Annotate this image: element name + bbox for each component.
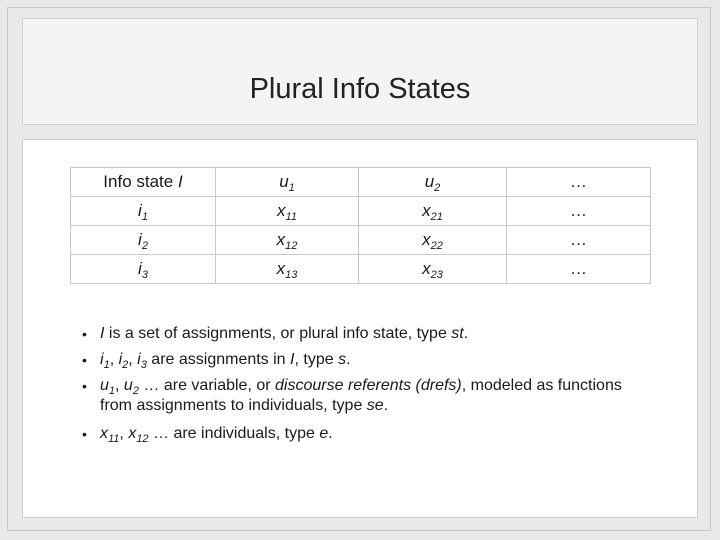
subscript: 1 [288, 182, 295, 194]
subscript: 2 [132, 385, 139, 397]
subscript: 1 [141, 211, 148, 223]
subscript: 12 [136, 433, 149, 445]
bullet-list [82, 324, 642, 450]
separator: , [119, 425, 129, 442]
var: I [290, 351, 295, 368]
subscript: 3 [140, 359, 147, 371]
subscript: 11 [108, 433, 120, 445]
header-cell-u2 [359, 168, 507, 197]
var: I [100, 325, 105, 342]
var: x [276, 230, 286, 249]
var: u [100, 377, 109, 394]
info-state-table [70, 167, 651, 284]
bullet-dot: • [82, 352, 87, 368]
subscript: 1 [103, 359, 110, 371]
bullet-text: , modeled as functions from assignments to individuals, type [100, 377, 622, 414]
var: i [138, 259, 142, 278]
type-label: e [319, 425, 329, 442]
subscript: 2 [122, 359, 129, 371]
table-header-row [71, 168, 651, 197]
bullet-end: . [383, 397, 389, 414]
var: x [128, 425, 137, 442]
subscript: 13 [285, 269, 298, 281]
table-cell [359, 197, 507, 226]
subscript: 12 [285, 240, 298, 252]
table-cell [71, 226, 216, 255]
separator: , [115, 377, 124, 394]
emphasis-text: discourse referents (drefs) [275, 377, 462, 394]
table-cell [216, 226, 359, 255]
subscript: 23 [430, 269, 443, 281]
bullet-text: , type [294, 351, 339, 368]
list-item [82, 324, 642, 344]
var: x [422, 201, 431, 220]
var: u [279, 172, 289, 191]
bullet-end: . [328, 425, 333, 442]
list-item [82, 350, 642, 370]
subscript: 1 [108, 385, 116, 397]
bullet-text: … are individuals, type [148, 425, 320, 442]
var: i [137, 351, 141, 368]
bullet-text: is a set of assignments, or plural info state, type [104, 325, 452, 342]
table-cell: … [507, 197, 651, 226]
table-cell [71, 197, 216, 226]
table-row [71, 255, 651, 284]
var: i [138, 201, 142, 220]
bullet-text: … are variable, or [138, 377, 276, 394]
var: u [424, 172, 435, 191]
type-label: se [366, 397, 384, 414]
var: x [100, 425, 108, 442]
table-cell [359, 226, 507, 255]
var: i [138, 230, 142, 249]
header-cell-ellipsis: … [507, 168, 651, 197]
bullet-text: are assignments in [146, 351, 291, 368]
var: x [422, 259, 431, 278]
bullet-dot: • [82, 326, 87, 342]
subscript: 2 [434, 182, 441, 194]
list-item [82, 424, 642, 444]
var: x [422, 230, 431, 249]
header-cell-u1 [216, 168, 359, 197]
subscript: 21 [430, 211, 443, 223]
var: u [123, 377, 133, 394]
list-item [82, 376, 642, 416]
table-cell [359, 255, 507, 284]
header-cell-var: I [177, 172, 183, 191]
title-panel [22, 18, 698, 125]
slide-title: Plural Info States [249, 73, 471, 105]
bullet-end: . [346, 351, 351, 368]
separator: , [128, 351, 138, 368]
subscript: 3 [141, 269, 148, 281]
table-cell [71, 255, 216, 284]
bullet-dot: • [82, 378, 87, 394]
type-label: s [338, 351, 347, 368]
header-cell-info-state [71, 168, 216, 197]
var: i [118, 351, 123, 368]
subscript: 11 [285, 211, 297, 223]
separator: , [109, 351, 119, 368]
var: i [100, 351, 104, 368]
type-label: st [451, 325, 464, 342]
subscript: 2 [141, 240, 148, 252]
bullet-end: . [463, 325, 469, 342]
table-cell: … [507, 255, 651, 284]
var: x [277, 201, 286, 220]
var: x [276, 259, 286, 278]
table-row [71, 226, 651, 255]
table-cell: … [507, 226, 651, 255]
header-cell-text: Info state [103, 172, 178, 191]
table-cell [216, 255, 359, 284]
table-row [71, 197, 651, 226]
bullet-dot: • [82, 426, 87, 442]
table-cell [216, 197, 359, 226]
subscript: 22 [430, 240, 443, 252]
